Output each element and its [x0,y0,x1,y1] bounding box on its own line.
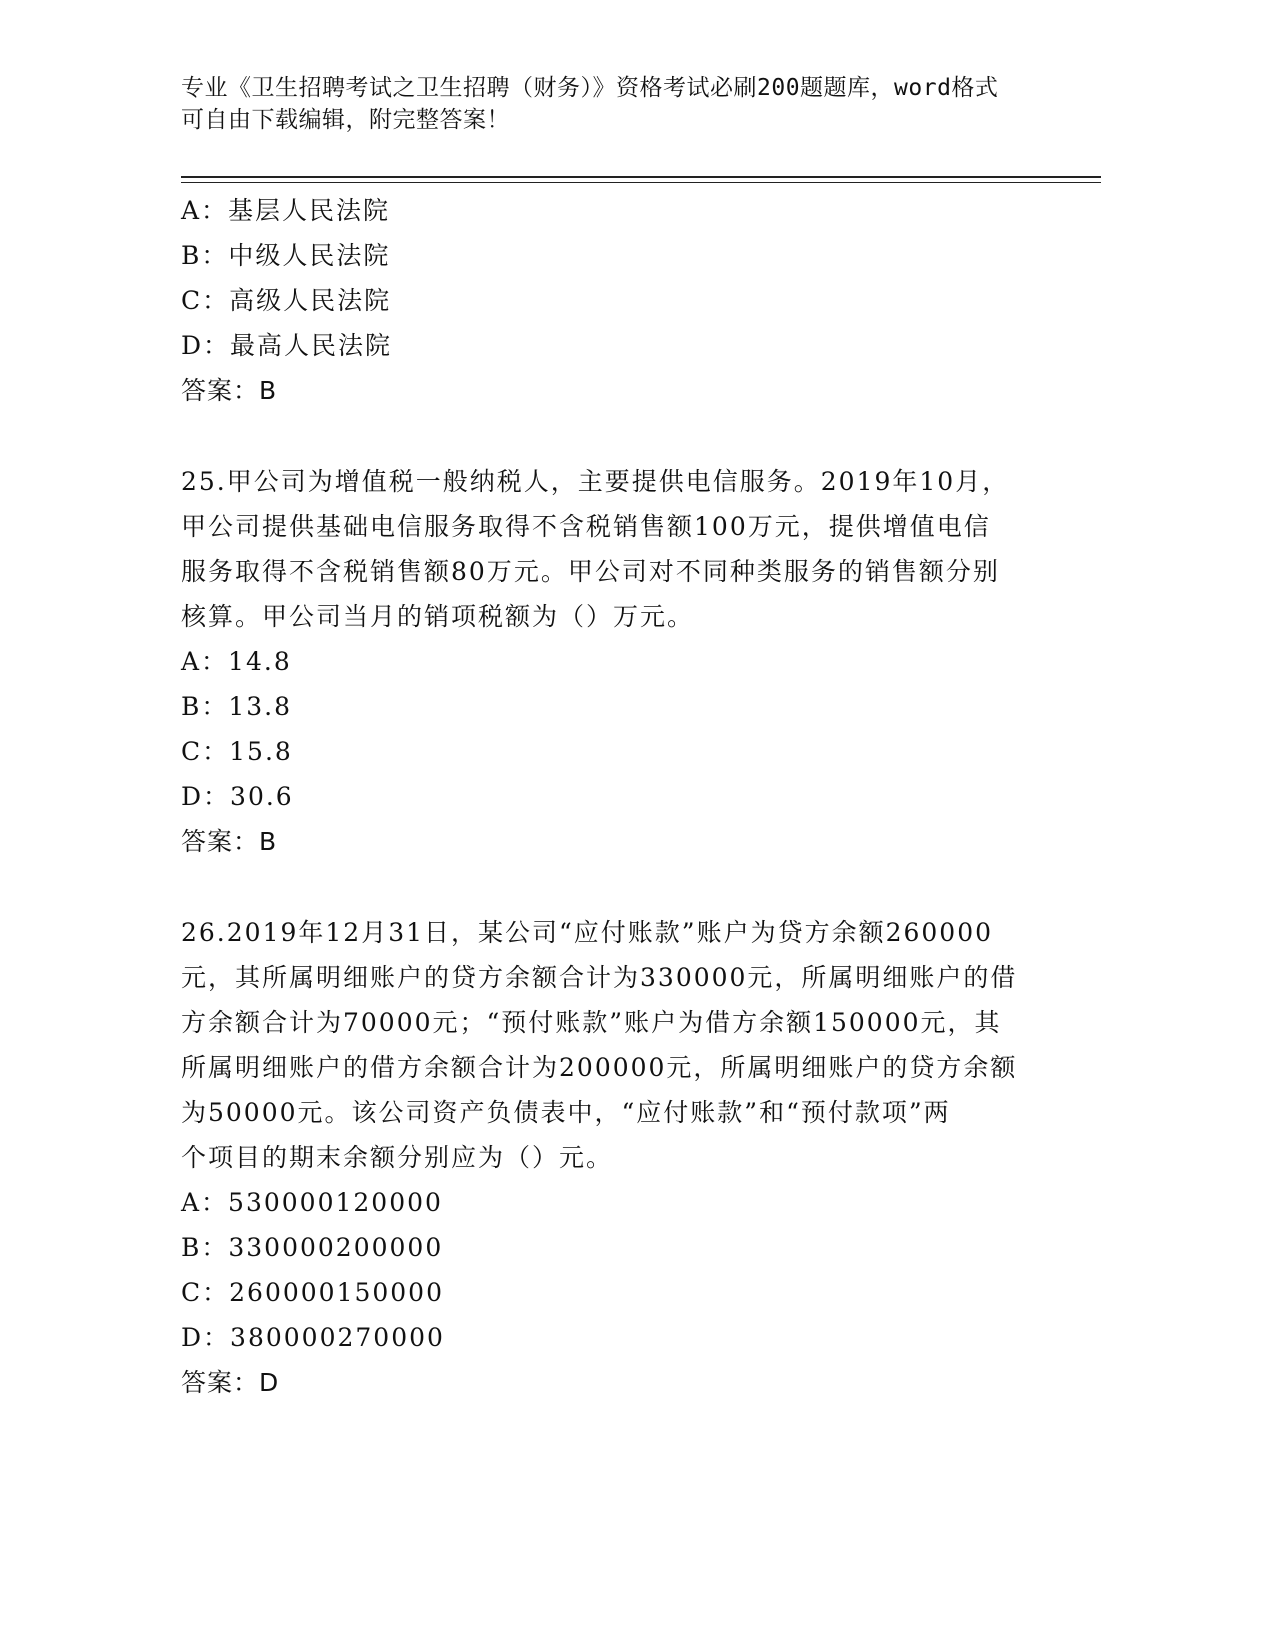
option-b: B：13.8 [181,692,293,721]
option-a: A：基层人民法院 [181,196,391,225]
question-block [181,188,1041,413]
header-divider-thin [181,182,1101,183]
question-list [181,188,1041,1405]
answer-line: 答案：B [181,827,278,856]
option-a: A：14.8 [181,647,292,676]
option-d: D：最高人民法院 [181,331,393,360]
option-d: D：380000270000 [181,1323,445,1352]
question-stem: 25.甲公司为增值税一般纳税人，主要提供电信服务。2019年10月， 甲公司提供基础电信服务取得不含税销售额100万元，提供增值电信 服务取得不含税销售额80万元。甲公司对不同种类服务的销售额分别 核算。甲公司当月的销项税额为（）万元。 [181,467,1010,631]
header-divider-thick [181,176,1101,178]
question-block [181,459,1041,864]
answer-line: 答案：D [181,1368,280,1397]
header-line-2: 可自由下载编辑，附完整答案！ [181,107,510,133]
document-header [181,72,1061,136]
option-b: B：中级人民法院 [181,241,391,270]
option-c: C：15.8 [181,737,293,766]
header-line-1: 专业《卫生招聘考试之卫生招聘（财务）》资格考试必刷200题题库，word格式 [181,75,999,101]
answer-line: 答案：B [181,376,278,405]
question-stem: 26.2019年12月31日，某公司“应付账款”账户为贷方余额260000 元，其所属明细账户的贷方余额合计为330000元，所属明细账户的借 方余额合计为70000元；“预付账款”账户为借方余额150000元，其 所属明细账户的借方余额合计为200000元，所属明细账户的贷方余额 为50000元。该公司资产负债表中，“应付账款”和“预付款项”两 个项目的期末余额分别应为（）元。 [181,918,1018,1172]
option-a: A：530000120000 [181,1188,443,1217]
question-block [181,910,1041,1405]
option-d: D：30.6 [181,782,294,811]
option-b: B：330000200000 [181,1233,444,1262]
option-c: C：260000150000 [181,1278,444,1307]
option-c: C：高级人民法院 [181,286,392,315]
